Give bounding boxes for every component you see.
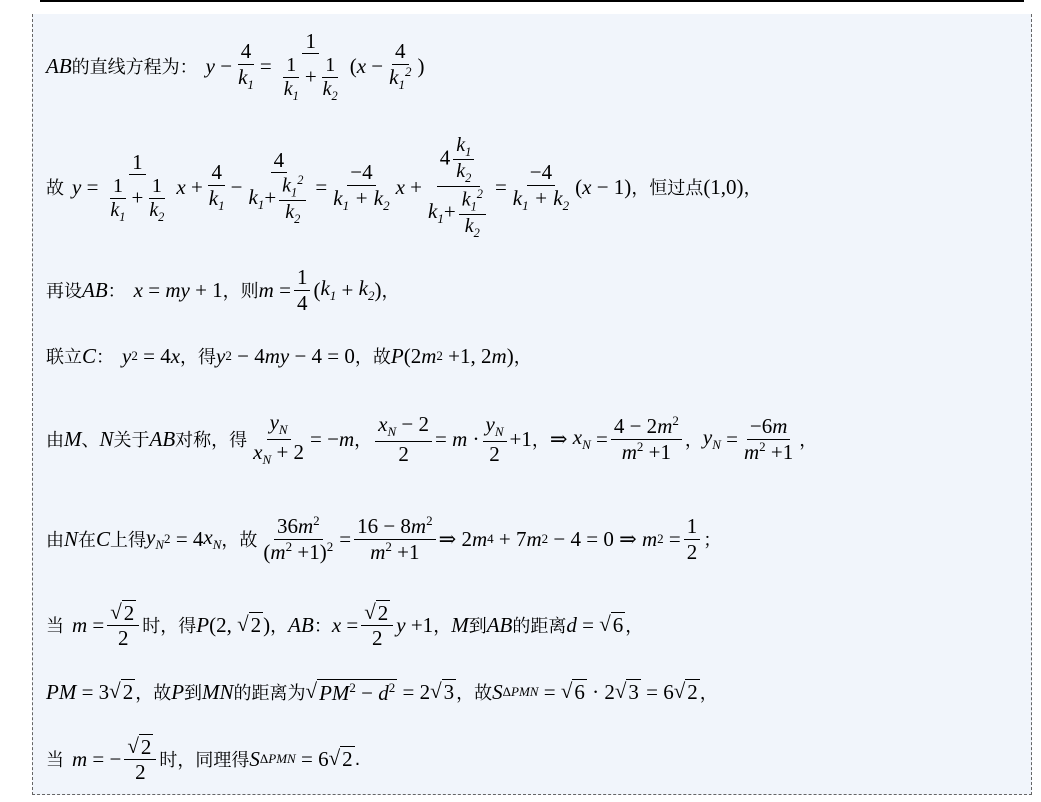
fixed-point: (1,0) (703, 174, 744, 199)
line-pm: PM = 3 √ 2 ，故 P 到 MN 的距离为 √ $PM^2 - d^2$ = 2 √ 3 ，故 S ΔPMN = √ 6 · 2 √ 3 = 6 √ 2 ， (46, 678, 718, 705)
label-ab: AB (46, 53, 72, 78)
top-rule (40, 0, 1024, 2)
line-m-negative: 当 m = − √ 2 2 时，同理得 S ΔPMN = 6 √ 2 . (46, 733, 361, 784)
line-m-positive: 当 m = √ 2 2 时，得 P (2, √ 2 ) ， AB ： x = √ 2 2 y +1 ， M 到 AB 的距离 d = √ 6 ， (46, 599, 644, 650)
line-set-ab: 再设 AB ： x = my + 1 ，则 m = $\frac{1}{4}$ ( $k_1$ + $k_2$ ) ， (46, 265, 400, 315)
line-y-expression: 故 y = 1 $\frac{1}{k_1}$ + $\frac{1}{k_2}$ x + $\frac{4}{k_1}$ − 4 $k_1+$ $\frac{k_1^2}{k_2}$ = $\frac{-4}{k_1 + k_2}$ x + 4 $\frac{k_1}{k_2}$ $k_1+$ $\frac{k_1^2}{k_2}$ = $\frac{-4}{k_1 + k_2}$ ( x − 1) ，恒过点 (1,0) ， (46, 134, 762, 240)
suffix-text: ，恒过点 (631, 178, 704, 199)
line-n-on-c: 由 N 在 C 上得 $y_N$ 2 = 4 $x_N$ ，故 $\frac{36m^2}{(m^2 +1)^2}$ = $\frac{16 - 8m^2}{m^2 +1}$ ⇒ 2 m 4 + 7 m 2 − 4 = 0 ⇒ m 2 = $\frac{1}{2}$ ； (46, 513, 722, 564)
prefix-gu: 故 (46, 178, 64, 199)
label-text: 的直线方程为： (71, 57, 198, 78)
line-ab-equation: AB 的直线方程为： y − $\frac{4}{k_1}$ = 1 $\frac{1}{k_1}$ + $\frac{1}{k_2}$ ( x − $\frac{4}{k_1^2}$ ) (46, 28, 425, 103)
line-system: 联立 C ： y 2 = 4 x ，得 y 2 − 4 my − 4 = 0 ，故 P (2 m 2 +1, 2 m ) ， (46, 343, 532, 368)
line-symmetry: 由 M 、 N 关于 AB 对称，得 $\frac{y_N}{x_N + 2}$ = − m ， $\frac{x_N - 2}{2}$ = m · $\frac{y_N}{2}$ +1 ， ⇒ $x_N$ = $\frac{4 - 2m^2}{m^2 +1}$ ， $y_N$ = $\frac{-6m}{m^2 +1}$ ， (46, 410, 818, 467)
